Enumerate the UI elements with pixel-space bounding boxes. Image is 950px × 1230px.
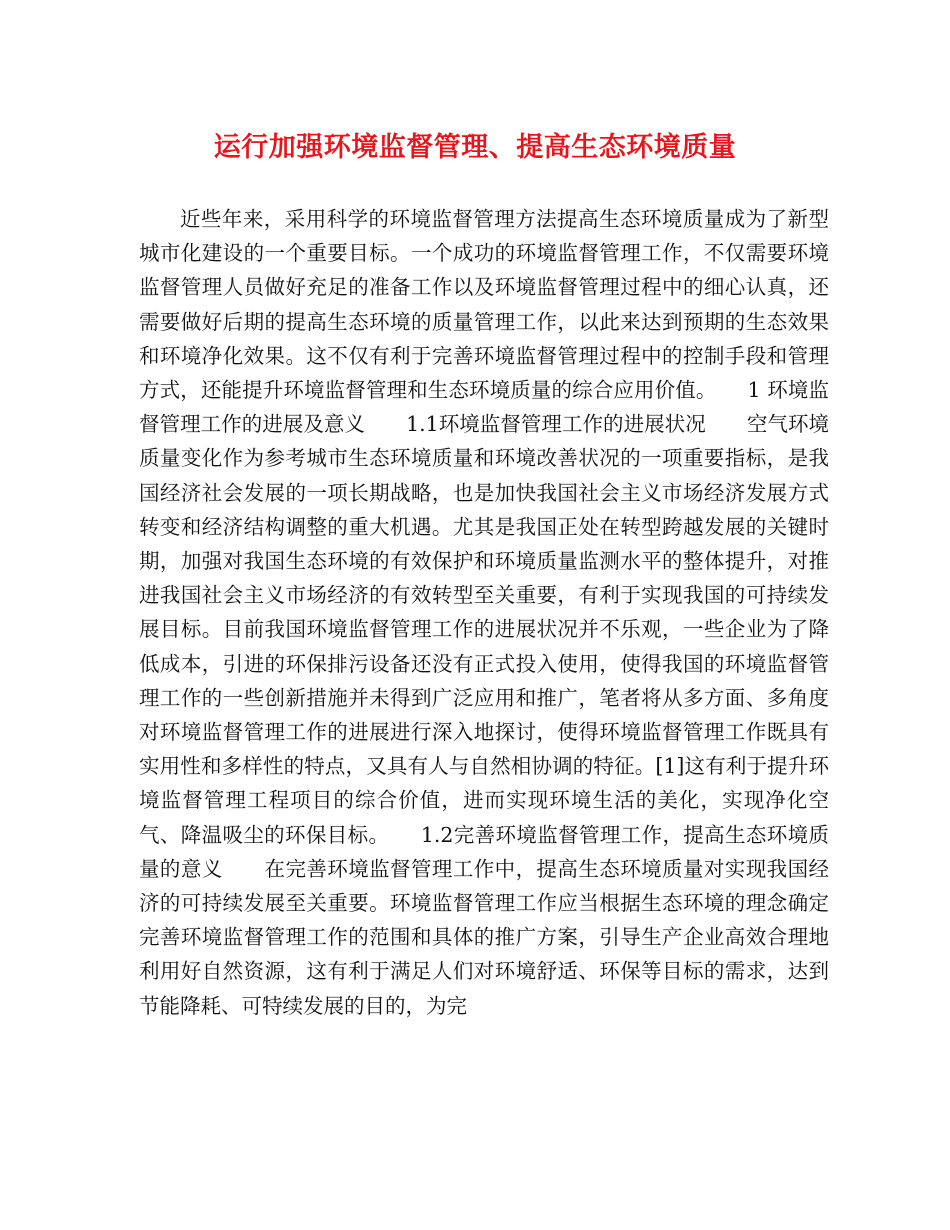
body-paragraph: 近些年来，采用科学的环境监督管理方法提高生态环境质量成为了新型城市化建设的一个重要目标。一个成功的环境监督管理工作，不仅需要环境监督管理人员做好充足的准备工作以及环境监督管理过程中的细心认真，还需要做好后期的提高生态环境的质量管理工作，以此来达到预期的生态效果和环境净化效果。这不仅有利于完善环境监督管理过程中的控制手段和管理方式，还能提升环境监督管理和生态环境质量的综合应用价值。 1 环境监督管理工作的进展及意义 1.1环境监督管理工作的进展状况 空气环境质量变化作为参考城市生态环境质量和环境改善状况的一项重要指标，是我国经济社会发展的一项长期战略，也是加快我国社会主义市场经济发展方式转变和经济结构调整的重大机遇。尤其是我国正处在转型跨越发展的关键时期，加强对我国生态环境的有效保护和环境质量监测水平的整体提升，对推进我国社会主义市场经济的有效转型至关重要，有利于实现我国的可持续发展目标。目前我国环境监督管理工作的进展状况并不乐观，一些企业为了降低成本，引进的环保排污设备还没有正式投入使用，使得我国的环境监督管理工作的一些创新措施并未得到广泛应用和推广，笔者将从多方面、多角度对环境监督管理工作的进展进行深入地探讨，使得环境监督管理工作既具有实用性和多样性的特点，又具有人与自然相协调的特征。[1]这有利于提升环境监督管理工程项目的综合价值，进而实现环境生活的美化，实现净化空气、降温吸尘的环保目标。 1.2完善环境监督管理工作，提高生态环境质量的意义 在完善环境监督管理工作中，提高生态环境质量对实现我国经济的可持续发展至关重要。环境监督管理工作应当根据生态环境的理念确定完善环境监督管理工作的范围和具体的推广方案，引导生产企业高效合理地利用好自然资源，这有利于满足人们对环境舒适、环保等目标的需求，达到节能降耗、可特续发展的目的，为完 xyxy=(139,207,829,1018)
page-title: 运行加强环境监督管理、提高生态环境质量 xyxy=(213,132,737,163)
